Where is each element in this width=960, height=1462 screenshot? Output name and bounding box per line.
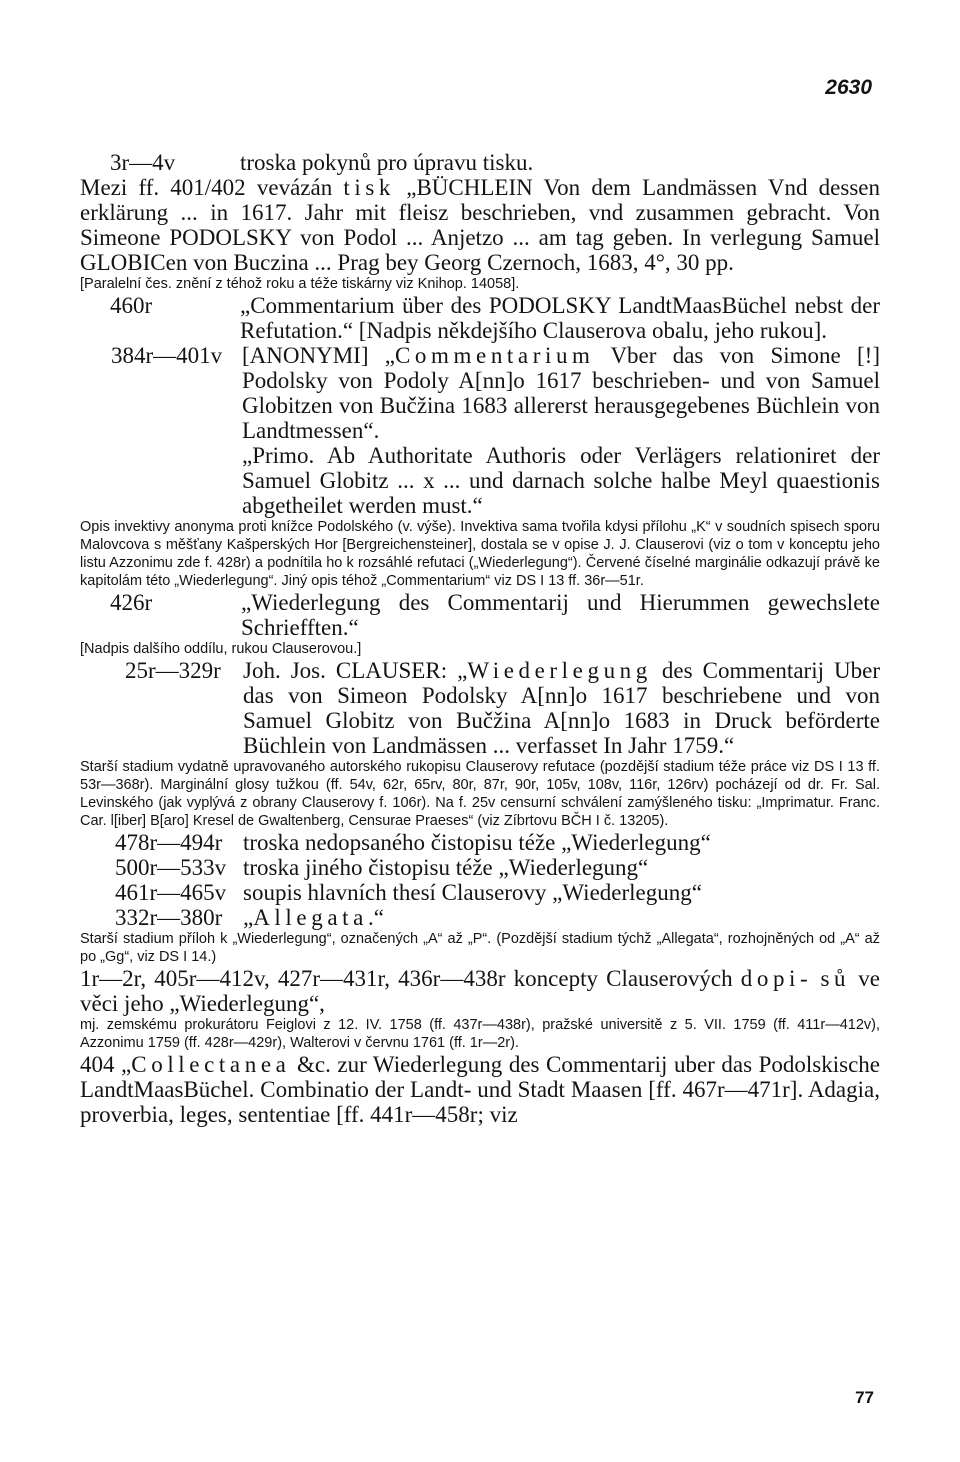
entry-3r bbox=[110, 150, 880, 175]
spaced-word: Wiederlegung bbox=[467, 658, 652, 683]
entry-text bbox=[243, 905, 880, 930]
list-item bbox=[115, 830, 880, 855]
text-segment: &c. zur Wiederlegung des Commentarij uber das Podolskische LandtMaasBüchel. Combinatio der Landt- und Stadt Maasen [ff. 467r—471r]. Adagia, proverbia, leges, sententiae [ff. 441r—458r; viz bbox=[80, 1052, 880, 1127]
paragraph-collectanea bbox=[80, 1052, 880, 1127]
entry-426r bbox=[110, 590, 880, 640]
folio-ref: 3r—4v bbox=[110, 150, 176, 175]
text-segment: Mezi ff. 401/402 vevázán bbox=[80, 175, 344, 200]
entry-384r bbox=[111, 343, 880, 518]
spaced-word: tisk bbox=[343, 175, 396, 200]
paragraph-koncepty bbox=[80, 966, 880, 1016]
entry-25r bbox=[125, 658, 880, 758]
spaced-word: sů bbox=[820, 966, 851, 991]
text-segment: Joh. Jos. CLAUSER: „ bbox=[243, 658, 468, 683]
text-segment: des Commentarij Uber das von Simeon Podolsky A[nn]o 1617 beschriebene und von Samuel Globitz von Bučžina A[nn]o 1683 in Druck beförderte Büchlein von Landmässen ... verfasset In Jahr 1759.“ bbox=[243, 658, 880, 758]
folio-ref: 500r—533v bbox=[115, 855, 227, 880]
note-nadpis: [Nadpis dalšího oddílu, rukou Clauserovou.] bbox=[80, 641, 362, 657]
spaced-word: Allegata bbox=[253, 905, 368, 930]
list-item bbox=[115, 905, 880, 930]
spaced-word: Collectanea bbox=[131, 1052, 291, 1077]
spaced-word: dopi- bbox=[740, 966, 813, 991]
page-number: 2630 bbox=[825, 76, 872, 99]
entry-text: troska jiného čistopisu téže „Wiederlegung“ bbox=[243, 855, 649, 880]
entry-text: soupis hlavních thesí Clauserovy „Wiederlegung“ bbox=[243, 880, 702, 905]
note-prilohy: Starší stadium příloh k „Wiederlegung“, označených „A“ až „P“. (Pozdější stadium týchž „Allegata“, rozhojněných od „A“ až po „Gg“, viz DS I 14.) bbox=[80, 931, 880, 965]
entry-460r bbox=[110, 293, 880, 343]
note-opis: Opis invektivy anonyma proti knížce Podolského (v. výše). Invektiva sama tvořila kdysi přílohu „K“ v soudních spisech sporu Malovcova s měšťany Kašperských Hor [Bergreichensteiner], dostala se v opise J. J. Clauserovi (viz o tom v konceptu jeho listu Azzonimu zde f. 428r) a podnítila ho k rozsáhlé refutaci („Wiederlegung“). Červené číselné marginálie odkazují právě ke kapitolám této „Wiederlegung“. Jiný opis téhož „Commentarium“ viz DS I 13 ff. 36r—51r. bbox=[80, 519, 880, 589]
list-item bbox=[115, 880, 880, 905]
text-segment: Vber das von Simone [!] Podolsky von Podoly A[nn]o 1617 beschrieben- und von Samuel Globitzen von Bučžina 1683 allererst herausgegebenes Büchlein von Landtmessen“. bbox=[242, 343, 880, 443]
entry-text bbox=[242, 343, 880, 518]
text-segment: „Primo. Ab Authoritate Authoris oder Verlägers relationiret der Samuel Globitz ... x ... und darnach solche halbe Meyl quaestionis abgetheilet werden must.“ bbox=[242, 443, 880, 518]
entry-text bbox=[243, 658, 880, 758]
note-paralel: [Paralelní čes. znění z téhož roku a téže tiskárny viz Knihop. 14058]. bbox=[80, 276, 520, 292]
folio-ref: 461r—465v bbox=[115, 880, 227, 905]
text-segment: „BÜCHLEIN Von dem Landmässen Vnd dessen erklärung ... in 1617. Jahr mit fleisz beschrieben, vnd zusammen gebracht. Von Simeone PODOLSKY von Podol ... Anjetzo ... am tag geben. In verlegung Samuel GLOBICen von Buczina ... Prag bey Georg Czernoch, 1683, 4°, 30 pp. bbox=[80, 175, 880, 275]
entry-text: „Commentarium über des PODOLSKY LandtMaasBüchel nebst der Refutation.“ [Nadpis někdejšího Clauserova obalu, jeho rukou]. bbox=[240, 293, 880, 343]
text-segment: .“ bbox=[367, 905, 384, 930]
folio-ref: 332r—380r bbox=[115, 905, 223, 930]
note-starsi-stadium: Starší stadium vydatně upravovaného autorského rukopisu Clauserovy refutace (pozdější stadium téže práce viz DS I 13 ff. 53r—368r). Marginální glosy tužkou (ff. 54v, 62r, 65rv, 80r, 87r, 90r, 105v, 108v, 116r, 126rv) pocházejí od dr. Fr. Sal. Levinského (jak vyplývá z obrany Clauserovy f. 106r). Na f. 25v censurní schválení zamýšleného tisku: „Imprimatur. Franc. Car. l[iber] B[aro] Kresel de Gwaltenberg, Censurae Praeses“ (viz Zíbrtovu BČH I č. 13205). bbox=[80, 759, 880, 829]
entry-text: troska nedopsaného čistopisu téže „Wiederlegung“ bbox=[243, 830, 711, 855]
folio-ref: 384r—401v bbox=[111, 343, 223, 368]
document-body bbox=[80, 150, 880, 1127]
text-segment: „ bbox=[243, 905, 254, 930]
folio-ref: 460r bbox=[110, 293, 153, 318]
spaced-word: Commentarium bbox=[394, 343, 595, 368]
text-segment: 1r—2r, 405r—412v, 427r—431r, 436r—438r koncepty Clauserových bbox=[80, 966, 741, 991]
folio-ref: 478r—494r bbox=[115, 830, 223, 855]
entry-text: „Wiederlegung des Commentarij und Hierummen gewechslete Schriefften.“ bbox=[241, 590, 880, 640]
footer-number: 77 bbox=[855, 1388, 874, 1407]
text-segment: ve věci jeho „Wiederlegung“, bbox=[80, 966, 880, 1016]
folio-ref: 25r—329r bbox=[125, 658, 221, 683]
entry-text: troska pokynů pro úpravu tisku. bbox=[240, 150, 534, 175]
folio-ref: 426r bbox=[110, 590, 153, 615]
paragraph-tisk bbox=[80, 175, 880, 275]
text-segment: [ANONYMI] „ bbox=[242, 343, 395, 368]
note-adresati: mj. zemskému prokurátoru Feiglovi z 12. IV. 1758 (ff. 437r—438r), pražské universitě z 5. VII. 1759 (ff. 411r—412v), Azzonimu 1759 (ff. 428r—429r), Walterovi v červnu 1761 (ff. 1r—2r). bbox=[80, 1017, 880, 1051]
text-segment: 404 „ bbox=[80, 1052, 132, 1077]
list-item bbox=[115, 855, 880, 880]
